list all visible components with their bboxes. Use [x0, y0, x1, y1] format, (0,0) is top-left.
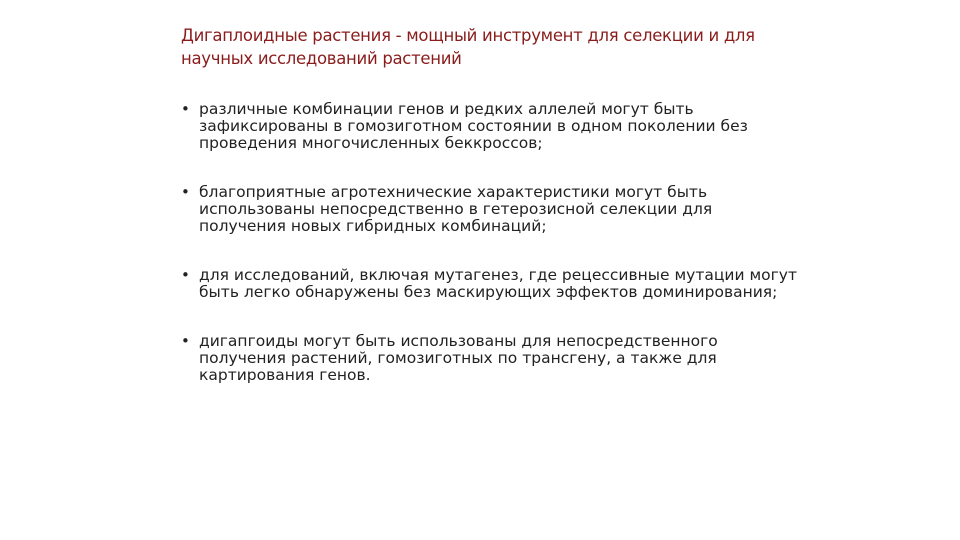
bullet-text: дигапгоиды могут быть использованы для непосредственного получения растений, гомозиготных по трансгену, а также для картирования генов.	[199, 332, 718, 384]
bullet-text: для исследований, включая мутагенез, где рецессивные мутации могут быть легко обнаружены без маскирующих эффектов доминирования;	[199, 266, 798, 301]
bullet-text: различные комбинации генов и редких аллелей могут быть зафиксированы в гомозиготном состоянии в одном поколении без проведения многочисленных беккроссов;	[199, 100, 748, 152]
bullet-list	[181, 101, 801, 416]
bullet-icon: •	[181, 100, 190, 118]
bullet-item	[181, 333, 801, 384]
slide-title: Дигаплоидные растения - мощный инструмент для селекции и для научных исследований растений	[181, 26, 755, 68]
bullet-icon: •	[181, 266, 190, 284]
bullet-icon: •	[181, 183, 190, 201]
bullet-text: благоприятные агротехнические характеристики могут быть использованы непосредственно в гетерозисной селекции для получения новых гибридных комбинаций;	[199, 183, 713, 235]
bullet-item	[181, 184, 801, 235]
bullet-item	[181, 267, 801, 301]
bullet-item	[181, 101, 801, 152]
bullet-icon: •	[181, 332, 190, 350]
